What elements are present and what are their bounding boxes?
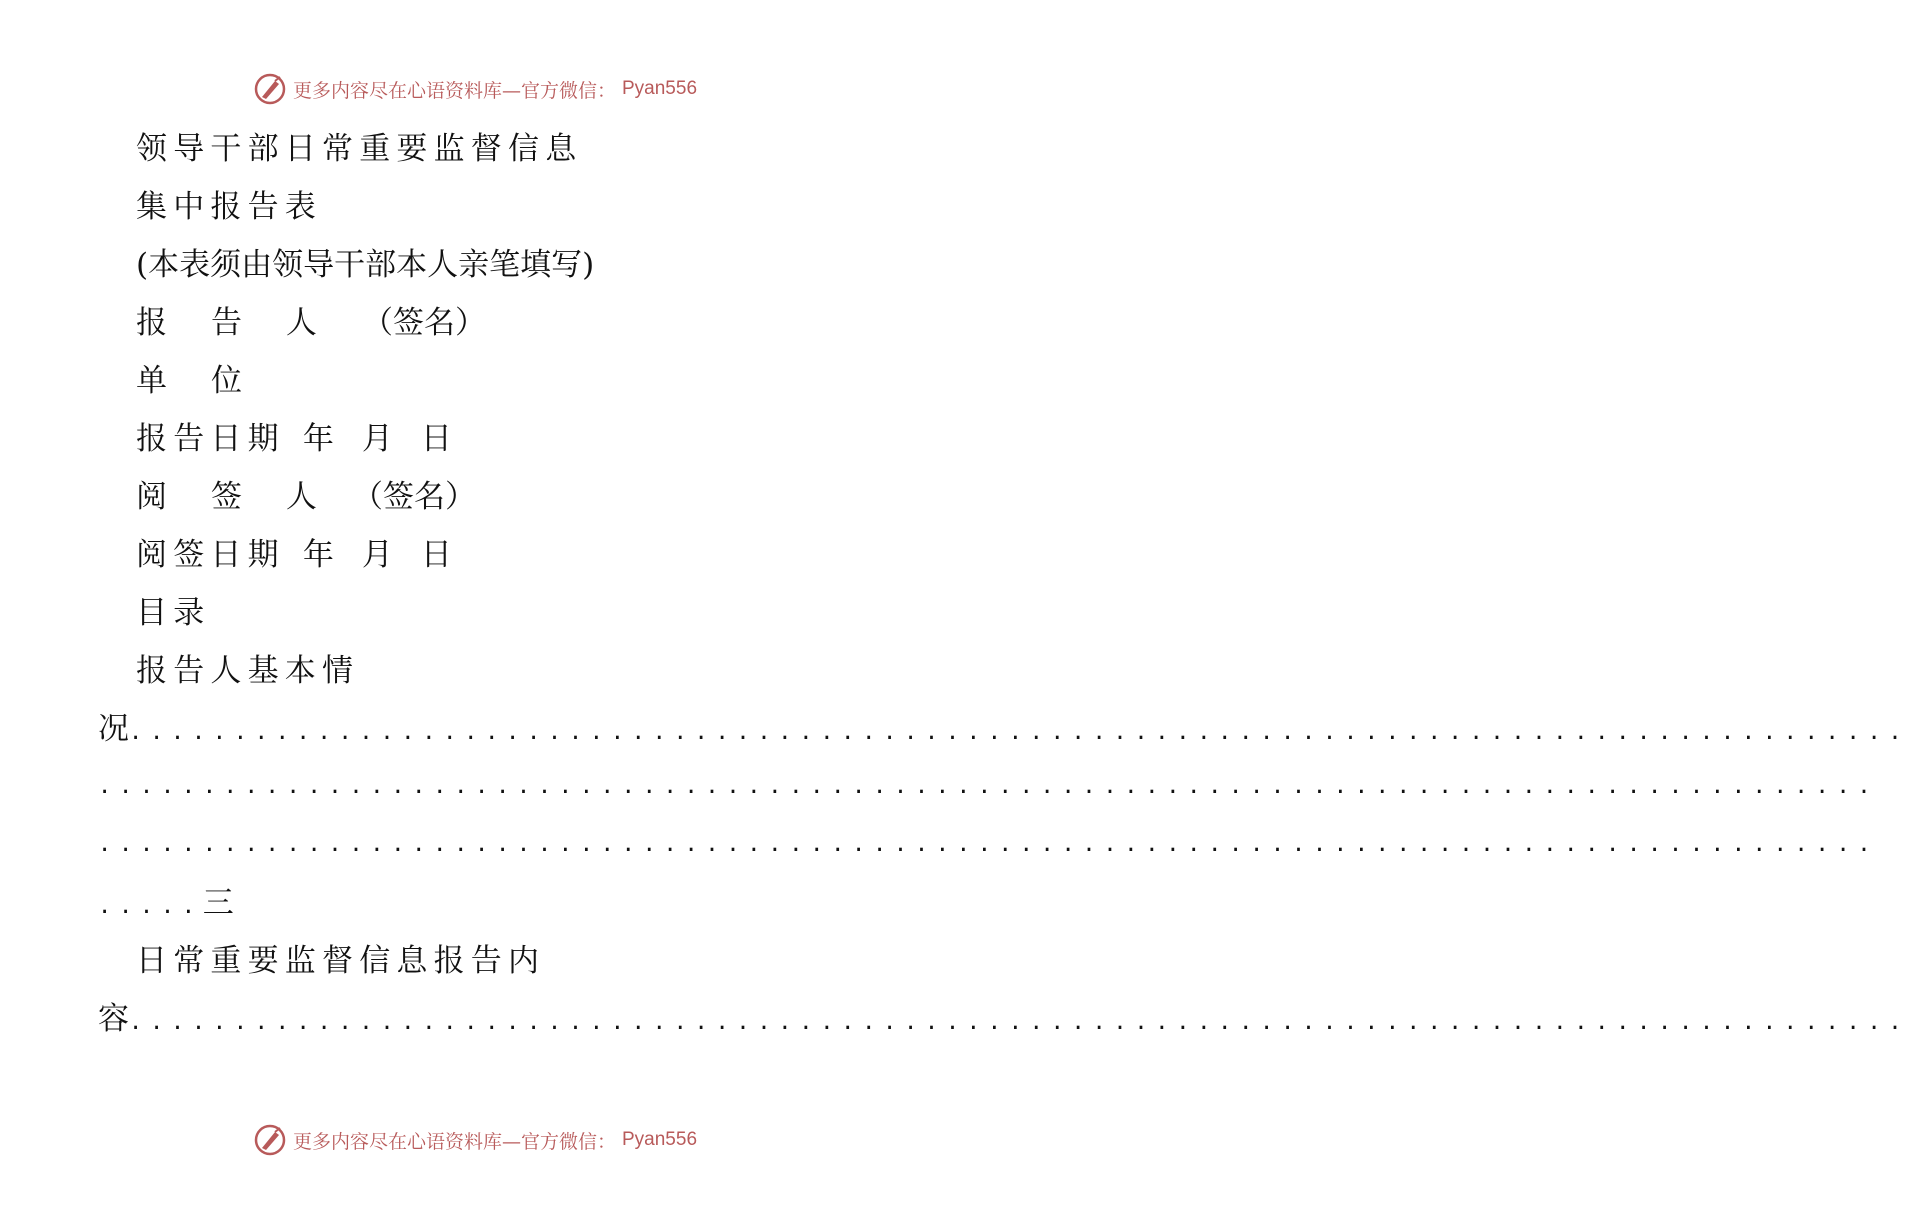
handwriting-note: (本表须由领导干部本人亲笔填写) (136, 247, 595, 283)
review-date-day: 日 (420, 537, 452, 573)
review-date-year: 年 (302, 537, 334, 573)
toc-item-1-page-row (98, 874, 843, 932)
dot-leader: ..... (98, 894, 203, 919)
toc-item-2-text: 日常重要监督信息报告内 (136, 943, 546, 979)
dot-leader: ..................................................................................... (129, 1010, 1909, 1035)
unit-label: 单 位 (136, 363, 260, 399)
report-date-year: 年 (302, 421, 334, 457)
watermark-brand: 更多内容尽在心语资料库—官方微信： (292, 1130, 616, 1153)
reporter-row (98, 294, 843, 352)
quill-logo-icon (253, 72, 287, 106)
document-body (98, 120, 1909, 1048)
toc-item-1-leader-3 (98, 816, 1879, 874)
watermark-contact: Pyan556 (622, 78, 698, 99)
title-line-1: 领导干部日常重要监督信息 (136, 131, 583, 167)
toc-item-1-page: 三 (202, 885, 234, 921)
toc-item-1-text: 报告人基本情 (136, 653, 360, 689)
reporter-sign-hint: （签名） (361, 305, 486, 341)
reporter-label: 报 告 人 (136, 305, 334, 341)
watermark-brand: 更多内容尽在心语资料库—官方微信： (292, 79, 616, 102)
report-date-row (98, 410, 843, 468)
dot-leader: ..................................................................................... (98, 774, 1879, 799)
toc-item-1-leader-2 (98, 758, 1879, 816)
quill-logo-icon (253, 1123, 287, 1157)
toc-item-2-tail: 容 (98, 1001, 129, 1037)
reviewer-sign-hint: （签名） (351, 479, 476, 515)
watermark-footer (0, 1123, 950, 1157)
review-date-row (98, 526, 843, 584)
dot-leader: ..................................................................................... (129, 720, 1909, 745)
reviewer-label: 阅 签 人 (136, 479, 334, 515)
reviewer-row (98, 468, 843, 526)
report-date-month: 月 (361, 421, 393, 457)
review-date-label: 阅签日期 (136, 537, 285, 573)
watermark-header (0, 72, 950, 106)
report-date-day: 日 (420, 421, 452, 457)
toc-item-1-tail: 况 (98, 711, 129, 747)
toc-title: 目录 (136, 595, 211, 631)
report-date-label: 报告日期 (136, 421, 285, 457)
watermark-contact: Pyan556 (622, 1129, 698, 1150)
title-line-2: 集中报告表 (136, 189, 322, 225)
dot-leader: ..................................................................................... (98, 832, 1879, 857)
review-date-month: 月 (361, 537, 393, 573)
toc-item-1-leader-1 (98, 700, 1909, 758)
toc-item-2-leader-1 (98, 990, 1909, 1048)
